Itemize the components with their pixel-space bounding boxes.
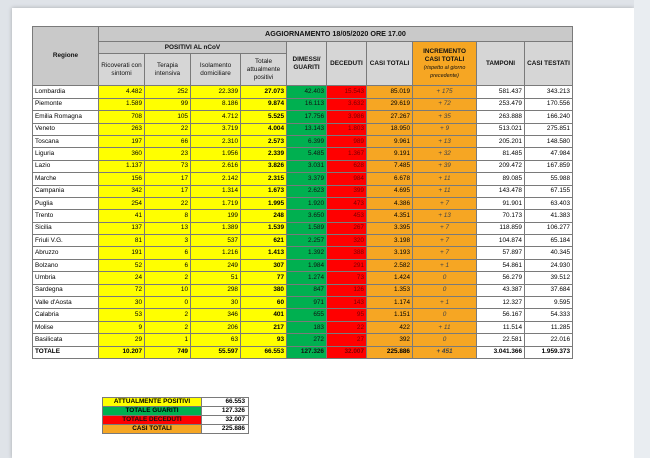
cell-dimessi: 183	[287, 321, 327, 333]
cell-totale-positivi: 27.073	[241, 86, 287, 98]
cell-terapia: 8	[145, 210, 191, 222]
cell-casi-totali: 85.019	[367, 86, 413, 98]
cell-ricoverati: 41	[99, 210, 145, 222]
cell-deceduti: 15.543	[327, 86, 367, 98]
cell-tamponi: 91.901	[477, 197, 525, 209]
cell-casi-testati: 40.345	[525, 247, 573, 259]
cell-casi-testati: 24.930	[525, 259, 573, 271]
cell-terapia: 6	[145, 259, 191, 271]
cell-ricoverati: 9	[99, 321, 145, 333]
header-casi-testati: CASI TESTATI	[525, 42, 573, 86]
table-row	[33, 235, 573, 247]
cell-totale-positivi: 1.539	[241, 222, 287, 234]
header-dimessi: DIMESSI/ GUARITI	[287, 42, 327, 86]
cell-dimessi: 2.623	[287, 185, 327, 197]
table-row	[33, 185, 573, 197]
cell-incremento: + 32	[413, 148, 477, 160]
cell-tamponi-total: 3.041.366	[477, 346, 525, 358]
cell-casi-testati: 167.859	[525, 160, 573, 172]
cell-ricoverati: 4.482	[99, 86, 145, 98]
cell-casi-totali: 29.619	[367, 98, 413, 110]
table-row	[33, 321, 573, 333]
table-row	[33, 334, 573, 346]
cell-tamponi: 57.897	[477, 247, 525, 259]
cell-dimessi: 1.589	[287, 222, 327, 234]
cell-isolamento: 4.712	[191, 111, 241, 123]
cell-totale-positivi: 77	[241, 272, 287, 284]
cell-deceduti: 27	[327, 334, 367, 346]
summary-value: 225.886	[202, 425, 249, 434]
header-isolamento: Isolamento domiciliare	[191, 54, 241, 86]
cell-tamponi: 54.861	[477, 259, 525, 271]
summary-row	[103, 407, 249, 416]
cell-ricoverati-total: 10.207	[99, 346, 145, 358]
cell-ricoverati: 81	[99, 235, 145, 247]
cell-casi-totali: 9.191	[367, 148, 413, 160]
header-terapia: Terapia intensiva	[145, 54, 191, 86]
header-deceduti: DECEDUTI	[327, 42, 367, 86]
cell-terapia: 23	[145, 148, 191, 160]
totals-row	[33, 346, 573, 358]
cell-isolamento: 30	[191, 297, 241, 309]
cell-incremento: 0	[413, 272, 477, 284]
cell-deceduti: 399	[327, 185, 367, 197]
cell-isolamento: 1.314	[191, 185, 241, 197]
cell-totale-positivi: 1.413	[241, 247, 287, 259]
cell-terapia: 17	[145, 173, 191, 185]
cell-deceduti: 126	[327, 284, 367, 296]
cell-regione: Friuli V.G.	[33, 235, 99, 247]
cell-ricoverati: 1.137	[99, 160, 145, 172]
table-row	[33, 148, 573, 160]
cell-regione: Lazio	[33, 160, 99, 172]
cell-casi-totali: 1.174	[367, 297, 413, 309]
cell-casi-testati: 11.285	[525, 321, 573, 333]
cell-incremento: + 175	[413, 86, 477, 98]
cell-ricoverati: 1.589	[99, 98, 145, 110]
cell-tamponi: 81.485	[477, 148, 525, 160]
cell-terapia: 10	[145, 284, 191, 296]
cell-terapia: 13	[145, 222, 191, 234]
cell-casi-testati: 148.580	[525, 135, 573, 147]
cell-regione: Puglia	[33, 197, 99, 209]
cell-isolamento: 2.616	[191, 160, 241, 172]
cell-isolamento: 206	[191, 321, 241, 333]
cell-incremento: + 1	[413, 259, 477, 271]
cell-totale-positivi: 9.874	[241, 98, 287, 110]
cell-tamponi: 56.167	[477, 309, 525, 321]
cell-ricoverati: 156	[99, 173, 145, 185]
cell-casi-totali: 6.678	[367, 173, 413, 185]
cell-regione-total: TOTALE	[33, 346, 99, 358]
cell-dimessi: 3.379	[287, 173, 327, 185]
cell-totale-positivi: 4.004	[241, 123, 287, 135]
summary-row	[103, 398, 249, 407]
cell-deceduti: 453	[327, 210, 367, 222]
cell-regione: Trento	[33, 210, 99, 222]
cell-totale-positivi: 1.995	[241, 197, 287, 209]
cell-casi-testati: 39.512	[525, 272, 573, 284]
cell-deceduti: 3.986	[327, 111, 367, 123]
summary-value: 127.326	[202, 407, 249, 416]
cell-tamponi: 143.478	[477, 185, 525, 197]
cell-totale-positivi: 401	[241, 309, 287, 321]
table-row	[33, 297, 573, 309]
cell-terapia: 99	[145, 98, 191, 110]
cell-ricoverati: 342	[99, 185, 145, 197]
cell-casi-totali: 1.353	[367, 284, 413, 296]
cell-dimessi: 6.399	[287, 135, 327, 147]
cell-incremento: 0	[413, 309, 477, 321]
table-row	[33, 284, 573, 296]
cell-casi-testati: 55.988	[525, 173, 573, 185]
cell-tamponi: 104.874	[477, 235, 525, 247]
cell-tamponi: 513.021	[477, 123, 525, 135]
cell-totale-positivi: 3.826	[241, 160, 287, 172]
cell-ricoverati: 191	[99, 247, 145, 259]
cell-incremento: + 9	[413, 123, 477, 135]
cell-isolamento: 249	[191, 259, 241, 271]
table-row	[33, 86, 573, 98]
cell-regione: Molise	[33, 321, 99, 333]
cell-terapia: 2	[145, 309, 191, 321]
cell-incremento: + 11	[413, 321, 477, 333]
cell-totale-positivi-total: 66.553	[241, 346, 287, 358]
cell-regione: Basilicata	[33, 334, 99, 346]
cell-tamponi: 209.472	[477, 160, 525, 172]
cell-incremento: + 72	[413, 98, 477, 110]
cell-isolamento: 1.389	[191, 222, 241, 234]
cell-dimessi: 3.650	[287, 210, 327, 222]
cell-incremento: 0	[413, 284, 477, 296]
cell-casi-testati: 54.333	[525, 309, 573, 321]
cell-incremento: + 11	[413, 185, 477, 197]
cell-tamponi: 205.201	[477, 135, 525, 147]
cell-ricoverati: 53	[99, 309, 145, 321]
table-row	[33, 173, 573, 185]
header-incremento-note: (rispetto al giorno precedente)	[423, 64, 466, 79]
cell-regione: Piemonte	[33, 98, 99, 110]
cell-tamponi: 43.387	[477, 284, 525, 296]
cell-isolamento: 51	[191, 272, 241, 284]
cell-tamponi: 263.888	[477, 111, 525, 123]
table-row	[33, 197, 573, 209]
cell-deceduti: 473	[327, 197, 367, 209]
cell-dimessi: 1.274	[287, 272, 327, 284]
summary-label: TOTALE GUARITI	[103, 407, 202, 416]
cell-incremento: + 7	[413, 222, 477, 234]
cell-totale-positivi: 307	[241, 259, 287, 271]
cell-dimessi: 272	[287, 334, 327, 346]
cell-totale-positivi: 2.573	[241, 135, 287, 147]
cell-terapia: 0	[145, 297, 191, 309]
table-row	[33, 135, 573, 147]
cell-incremento: + 1	[413, 297, 477, 309]
cell-ricoverati: 24	[99, 272, 145, 284]
cell-casi-testati: 9.595	[525, 297, 573, 309]
cell-dimessi: 1.920	[287, 197, 327, 209]
summary-table	[102, 397, 249, 434]
cell-isolamento: 1.719	[191, 197, 241, 209]
cell-tamponi: 89.085	[477, 173, 525, 185]
cell-isolamento: 2.310	[191, 135, 241, 147]
summary-value: 32.007	[202, 416, 249, 425]
cell-terapia: 105	[145, 111, 191, 123]
cell-casi-testati: 67.155	[525, 185, 573, 197]
summary-row	[103, 416, 249, 425]
cell-deceduti: 22	[327, 321, 367, 333]
header-tamponi: TAMPONI	[477, 42, 525, 86]
cell-incremento: + 7	[413, 235, 477, 247]
cell-incremento: + 35	[413, 111, 477, 123]
cell-dimessi: 13.143	[287, 123, 327, 135]
cell-casi-testati: 166.240	[525, 111, 573, 123]
cell-regione: Emilia Romagna	[33, 111, 99, 123]
cell-terapia: 252	[145, 86, 191, 98]
cell-regione: Sicilia	[33, 222, 99, 234]
cell-casi-testati: 106.277	[525, 222, 573, 234]
cell-terapia: 73	[145, 160, 191, 172]
cell-tamponi: 11.514	[477, 321, 525, 333]
cell-casi-totali: 1.151	[367, 309, 413, 321]
cell-casi-testati: 37.684	[525, 284, 573, 296]
cell-incremento: + 11	[413, 173, 477, 185]
cell-ricoverati: 29	[99, 334, 145, 346]
cell-deceduti: 291	[327, 259, 367, 271]
table-row	[33, 222, 573, 234]
cell-regione: Bolzano	[33, 259, 99, 271]
cell-regione: Calabria	[33, 309, 99, 321]
cell-ricoverati: 360	[99, 148, 145, 160]
cell-tamponi: 12.327	[477, 297, 525, 309]
cell-casi-totali: 4.351	[367, 210, 413, 222]
cell-casi-testati: 343.213	[525, 86, 573, 98]
cell-casi-testati: 63.403	[525, 197, 573, 209]
cell-casi-testati: 22.016	[525, 334, 573, 346]
cell-deceduti: 984	[327, 173, 367, 185]
table-row	[33, 259, 573, 271]
cell-deceduti: 73	[327, 272, 367, 284]
cell-isolamento: 2.142	[191, 173, 241, 185]
cell-dimessi: 1.392	[287, 247, 327, 259]
cell-ricoverati: 137	[99, 222, 145, 234]
cell-casi-testati: 47.984	[525, 148, 573, 160]
cell-deceduti: 1.367	[327, 148, 367, 160]
cell-isolamento: 537	[191, 235, 241, 247]
table-row	[33, 309, 573, 321]
cell-totale-positivi: 621	[241, 235, 287, 247]
cell-totale-positivi: 2.339	[241, 148, 287, 160]
cell-ricoverati: 263	[99, 123, 145, 135]
cell-regione: Liguria	[33, 148, 99, 160]
summary-value: 66.553	[202, 398, 249, 407]
cell-deceduti: 628	[327, 160, 367, 172]
cell-dimessi: 847	[287, 284, 327, 296]
cell-terapia: 3	[145, 235, 191, 247]
cell-isolamento: 346	[191, 309, 241, 321]
cell-casi-totali: 3.395	[367, 222, 413, 234]
cell-tamponi: 22.581	[477, 334, 525, 346]
cell-dimessi: 655	[287, 309, 327, 321]
cell-casi-totali: 422	[367, 321, 413, 333]
cell-regione: Veneto	[33, 123, 99, 135]
cell-dimessi: 42.403	[287, 86, 327, 98]
cell-dimessi: 17.756	[287, 111, 327, 123]
table-body	[33, 86, 573, 359]
cell-terapia: 2	[145, 272, 191, 284]
cell-casi-testati-total: 1.959.373	[525, 346, 573, 358]
cell-casi-totali: 4.695	[367, 185, 413, 197]
cell-deceduti-total: 32.007	[327, 346, 367, 358]
cell-dimessi-total: 127.326	[287, 346, 327, 358]
cell-casi-totali: 3.198	[367, 235, 413, 247]
header-ricoverati: Ricoverati con sintomi	[99, 54, 145, 86]
header-incremento	[413, 42, 477, 86]
cell-casi-totali: 2.582	[367, 259, 413, 271]
cell-deceduti: 267	[327, 222, 367, 234]
cell-casi-totali: 18.950	[367, 123, 413, 135]
summary-label: TOTALE DECEDUTI	[103, 416, 202, 425]
cell-regione: Umbria	[33, 272, 99, 284]
cell-tamponi: 253.479	[477, 98, 525, 110]
cell-ricoverati: 30	[99, 297, 145, 309]
update-title: AGGIORNAMENTO 18/05/2020 ORE 17.00	[99, 27, 573, 42]
cell-totale-positivi: 380	[241, 284, 287, 296]
cell-dimessi: 2.257	[287, 235, 327, 247]
cell-isolamento: 22.339	[191, 86, 241, 98]
summary-label: CASI TOTALI	[103, 425, 202, 434]
cell-totale-positivi: 93	[241, 334, 287, 346]
cell-regione: Campania	[33, 185, 99, 197]
cell-ricoverati: 52	[99, 259, 145, 271]
cell-terapia: 6	[145, 247, 191, 259]
table-row	[33, 210, 573, 222]
cell-regione: Abruzzo	[33, 247, 99, 259]
cell-casi-testati: 65.184	[525, 235, 573, 247]
cell-incremento: 0	[413, 334, 477, 346]
cell-dimessi: 5.485	[287, 148, 327, 160]
cell-ricoverati: 708	[99, 111, 145, 123]
cell-ricoverati: 254	[99, 197, 145, 209]
header-incremento-label: INCREMENTO CASI TOTALI	[423, 47, 466, 63]
cell-incremento: + 13	[413, 135, 477, 147]
cell-terapia: 22	[145, 197, 191, 209]
cell-terapia: 66	[145, 135, 191, 147]
cell-isolamento: 199	[191, 210, 241, 222]
cell-ricoverati: 72	[99, 284, 145, 296]
cell-totale-positivi: 1.673	[241, 185, 287, 197]
cell-tamponi: 56.279	[477, 272, 525, 284]
cell-ricoverati: 197	[99, 135, 145, 147]
cell-totale-positivi: 217	[241, 321, 287, 333]
cell-dimessi: 971	[287, 297, 327, 309]
cell-tamponi: 581.437	[477, 86, 525, 98]
cell-casi-totali: 392	[367, 334, 413, 346]
cell-regione: Lombardia	[33, 86, 99, 98]
cell-deceduti: 143	[327, 297, 367, 309]
cell-deceduti: 320	[327, 235, 367, 247]
cell-incremento: + 13	[413, 210, 477, 222]
cell-casi-testati: 275.851	[525, 123, 573, 135]
cell-dimessi: 3.031	[287, 160, 327, 172]
cell-deceduti: 3.632	[327, 98, 367, 110]
table-row	[33, 123, 573, 135]
cell-casi-totali: 27.267	[367, 111, 413, 123]
cell-isolamento: 1.956	[191, 148, 241, 160]
cell-isolamento: 3.719	[191, 123, 241, 135]
cell-terapia: 2	[145, 321, 191, 333]
cell-tamponi: 70.173	[477, 210, 525, 222]
cell-incremento: + 7	[413, 247, 477, 259]
cell-deceduti: 95	[327, 309, 367, 321]
cell-totale-positivi: 2.315	[241, 173, 287, 185]
table-row	[33, 111, 573, 123]
cell-totale-positivi: 60	[241, 297, 287, 309]
cell-tamponi: 118.859	[477, 222, 525, 234]
cell-isolamento: 1.216	[191, 247, 241, 259]
cell-dimessi: 16.113	[287, 98, 327, 110]
cell-isolamento: 298	[191, 284, 241, 296]
report-page	[12, 8, 634, 458]
cell-casi-testati: 170.556	[525, 98, 573, 110]
cell-casi-totali-total: 225.886	[367, 346, 413, 358]
covid-regional-table	[32, 26, 573, 359]
cell-incremento-total: + 451	[413, 346, 477, 358]
table-row	[33, 98, 573, 110]
cell-isolamento-total: 55.597	[191, 346, 241, 358]
cell-terapia: 17	[145, 185, 191, 197]
cell-incremento: + 7	[413, 197, 477, 209]
cell-totale-positivi: 5.525	[241, 111, 287, 123]
cell-totale-positivi: 248	[241, 210, 287, 222]
cell-regione: Marche	[33, 173, 99, 185]
cell-isolamento: 8.186	[191, 98, 241, 110]
cell-casi-totali: 3.193	[367, 247, 413, 259]
cell-deceduti: 1.803	[327, 123, 367, 135]
cell-incremento: + 39	[413, 160, 477, 172]
header-regione: Regione	[33, 27, 99, 86]
table-row	[33, 272, 573, 284]
cell-regione: Toscana	[33, 135, 99, 147]
summary-label: ATTUALMENTE POSITIVI	[103, 398, 202, 407]
cell-casi-totali: 9.961	[367, 135, 413, 147]
header-totale-positivi: Totale attualmente positivi	[241, 54, 287, 86]
window-edge	[634, 0, 650, 458]
header-casi-totali: CASI TOTALI	[367, 42, 413, 86]
cell-regione: Valle d'Aosta	[33, 297, 99, 309]
cell-casi-totali: 7.485	[367, 160, 413, 172]
cell-isolamento: 63	[191, 334, 241, 346]
cell-deceduti: 989	[327, 135, 367, 147]
summary-row	[103, 425, 249, 434]
table-row	[33, 247, 573, 259]
cell-dimessi: 1.984	[287, 259, 327, 271]
table-row	[33, 160, 573, 172]
cell-terapia: 1	[145, 334, 191, 346]
cell-regione: Sardegna	[33, 284, 99, 296]
cell-deceduti: 388	[327, 247, 367, 259]
cell-terapia: 22	[145, 123, 191, 135]
cell-casi-testati: 41.383	[525, 210, 573, 222]
cell-terapia-total: 749	[145, 346, 191, 358]
cell-casi-totali: 4.386	[367, 197, 413, 209]
header-positivi: POSITIVI AL nCoV	[99, 42, 287, 54]
cell-casi-totali: 1.424	[367, 272, 413, 284]
